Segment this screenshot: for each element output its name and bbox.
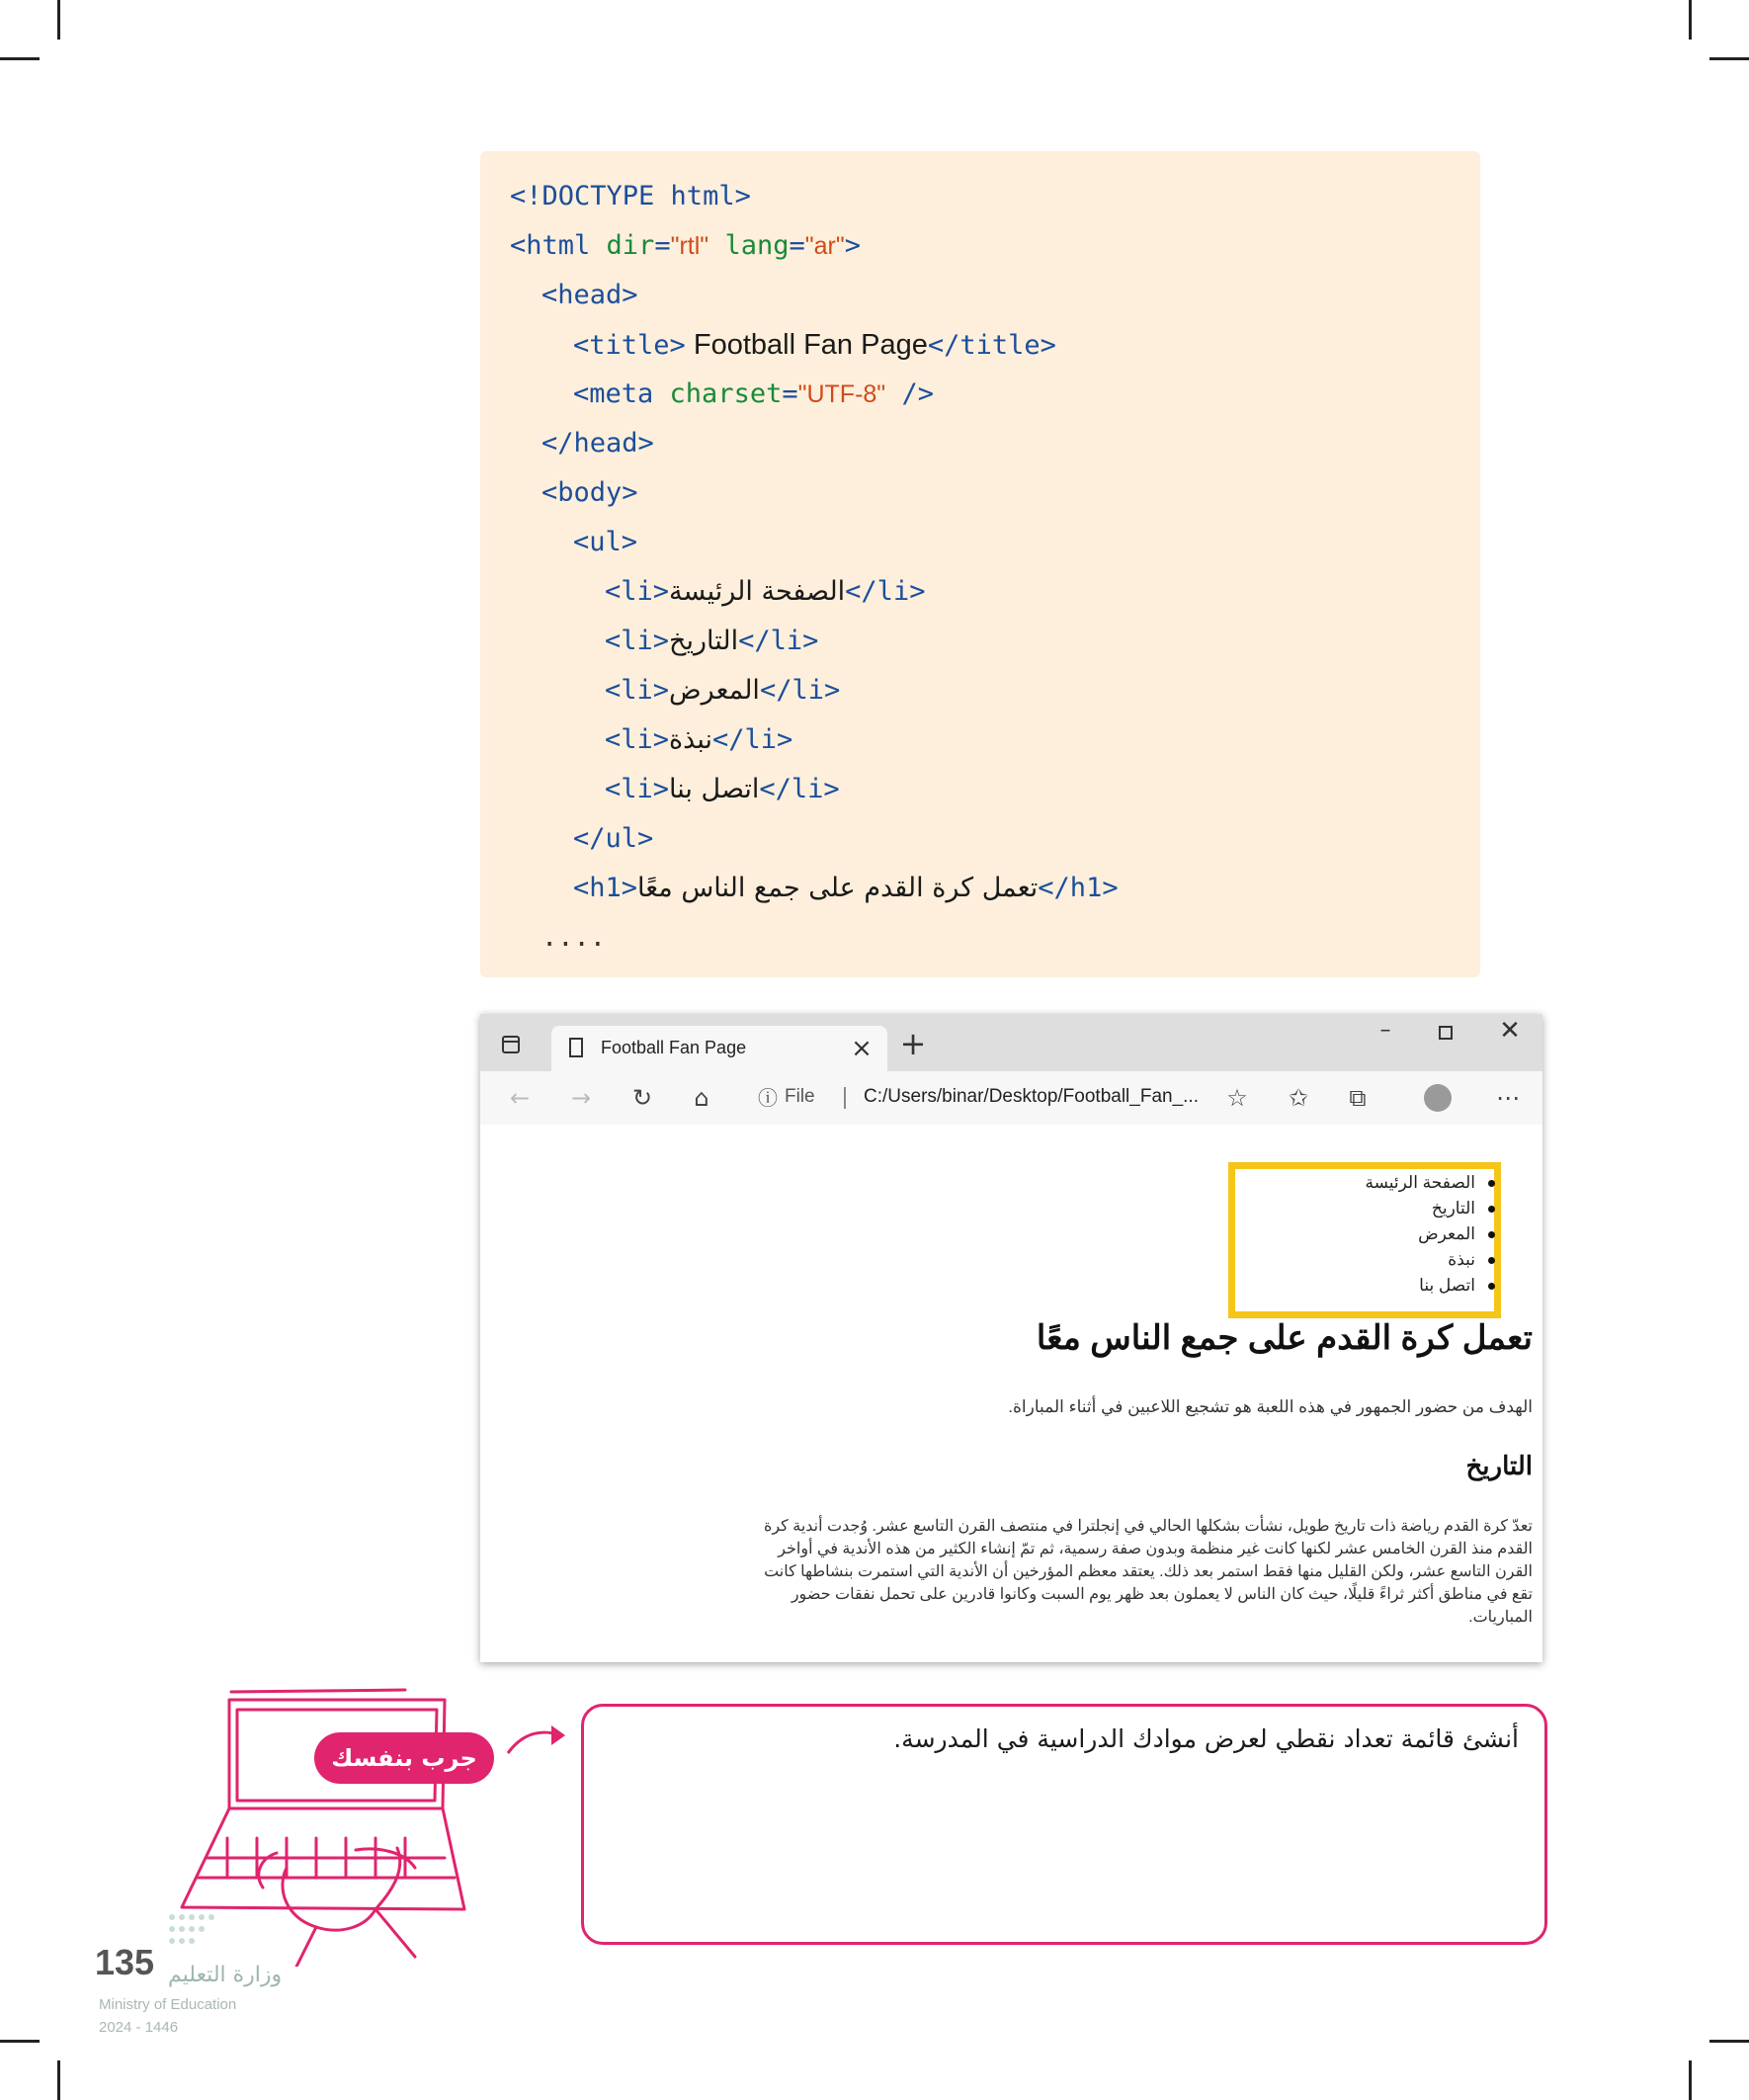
head-open-token: <head>: [541, 280, 638, 310]
li-text: نبذة: [669, 724, 713, 755]
ellipsis: ....: [541, 922, 607, 953]
title-text: Football Fan Page: [685, 329, 928, 361]
list-item: اتصل بنا: [1366, 1273, 1499, 1299]
page-viewport: [480, 1125, 1542, 1662]
close-tab-icon[interactable]: ×: [851, 1034, 873, 1063]
back-icon[interactable]: ←: [509, 1084, 531, 1112]
history-paragraph: تعدّ كرة القدم رياضة ذات تاريخ طويل، نشأت بشكلها الحالي في إنجلترا في منتصف القرن التاسع عشر. وُجدت أندية كرة القدم منذ القرن الخامس عشر لكنها كانت غير منظمة وبدون صفة رسمية، ثم تمّ إنشاء الكثير من هذه الأندية في أواخر القرن التاسع عشر، ولكن القليل منها فقط استمر بعد ذلك. يعتقد معظم المؤرخين أن الأندية التي استمرت بنشاطها كانت تقع في مناطق أكثر ثراءً قليلًا، حيث كان الناس لا يعملون بعد ظهر يوم السبت وكانوا قادرين على تحمل نفقات حضور المباريات.: [763, 1518, 1533, 1626]
html-open-token: <html: [510, 230, 591, 261]
h1-text: تعمل كرة القدم على جمع الناس معًا: [637, 873, 1039, 903]
list-item: الصفحة الرئيسة: [1366, 1170, 1499, 1196]
code-line-title: [573, 322, 1056, 368]
charset-value: "UTF-8": [797, 380, 886, 408]
meta-close-token: />: [885, 378, 934, 409]
info-icon: ⓘ: [758, 1086, 778, 1110]
li-text: الصفحة الرئيسة: [669, 576, 846, 607]
title-bar: [480, 1014, 1542, 1071]
code-line-li: [605, 668, 840, 714]
ul-close-token: </ul>: [573, 823, 654, 854]
li-open-token: <li>: [605, 774, 670, 804]
crop-mark: [0, 57, 40, 60]
code-line-li: [605, 619, 818, 664]
code-line-li: [605, 569, 925, 615]
title-open-token: <title>: [573, 330, 686, 361]
code-line-li: [605, 767, 840, 812]
li-open-token: <li>: [605, 576, 670, 607]
li-close-token: </li>: [712, 724, 793, 755]
address-scheme: File: [785, 1086, 815, 1107]
close-window-icon[interactable]: ✕: [1499, 1016, 1521, 1046]
li-text: المعرض: [669, 675, 760, 706]
exercise-instruction: أنشئ قائمة تعداد نقطي لعرض موادك الدراسية في المدرسة.: [893, 1724, 1519, 1753]
li-close-token: </li>: [759, 774, 840, 804]
browser-tab[interactable]: [551, 1026, 887, 1071]
collections-icon[interactable]: ⧉: [1349, 1084, 1367, 1112]
crop-mark: [1689, 0, 1692, 40]
li-open-token: <li>: [605, 675, 670, 706]
page-heading: تعمل كرة القدم على جمع الناس معًا: [1036, 1319, 1533, 1357]
li-close-token: </li>: [845, 576, 926, 607]
section-title: التاريخ: [1465, 1451, 1533, 1480]
dir-attr: dir: [606, 230, 655, 261]
page-number: 135: [95, 1942, 155, 1982]
tab-title: Football Fan Page: [601, 1038, 747, 1057]
crop-mark: [57, 2060, 60, 2100]
laptop-typing-illustration: [168, 1680, 484, 1967]
minimize-icon[interactable]: –: [1379, 1018, 1391, 1043]
crop-mark: [57, 0, 60, 40]
address-url[interactable]: C:/Users/binar/Desktop/Football_Fan_...: [864, 1086, 1199, 1107]
add-favorite-icon[interactable]: ☆: [1226, 1084, 1248, 1112]
list-item: التاريخ: [1366, 1196, 1499, 1221]
exercise-box[interactable]: [581, 1704, 1547, 1945]
browser-toolbar: [480, 1071, 1542, 1126]
crop-mark: [1709, 57, 1749, 60]
li-text: اتصل بنا: [669, 774, 760, 804]
crop-mark: [1709, 2040, 1749, 2043]
li-open-token: <li>: [605, 724, 670, 755]
li-text: التاريخ: [669, 626, 739, 656]
html-close-bracket: >: [844, 230, 861, 261]
code-line-ul-open: [573, 520, 637, 565]
code-line-meta: <meta charset="UTF-8" />: [573, 378, 934, 409]
li-close-token: </li>: [759, 675, 841, 706]
address-divider: [844, 1087, 846, 1109]
profile-avatar[interactable]: [1424, 1084, 1452, 1112]
code-line-html: <html dir="rtl" lang="ar">: [510, 230, 861, 261]
refresh-icon[interactable]: ↻: [631, 1084, 653, 1112]
code-line-body-open: [541, 470, 638, 516]
edition-year: 2024 - 1446: [99, 2019, 179, 2036]
try-yourself-badge: جرب بنفسك: [314, 1732, 494, 1784]
lead-paragraph: الهدف من حضور الجمهور في هذه اللعبة هو تشجيع اللاعبين في أثناء المباراة.: [1008, 1397, 1533, 1416]
head-close-token: </head>: [541, 428, 654, 459]
code-line-head-close: [541, 421, 654, 466]
ul-open-token: <ul>: [573, 527, 638, 557]
li-open-token: <li>: [605, 626, 670, 656]
home-icon[interactable]: ⌂: [694, 1084, 709, 1112]
meta-open-token: <meta: [573, 378, 654, 409]
body-open-token: <body>: [541, 477, 638, 508]
code-line-doctype: [510, 174, 751, 219]
code-block: [480, 151, 1480, 977]
lang-value: "ar": [804, 232, 845, 260]
new-tab-icon[interactable]: +: [899, 1025, 927, 1062]
list-item: نبذة: [1366, 1247, 1499, 1273]
code-line-head-open: [541, 273, 638, 318]
list-item: المعرض: [1366, 1221, 1499, 1247]
ministry-name-en: Ministry of Education: [99, 1996, 237, 2013]
maximize-icon[interactable]: [1439, 1026, 1453, 1040]
dir-value: "rtl": [670, 232, 709, 260]
code-line-ellipsis: [541, 915, 606, 961]
favorites-icon[interactable]: ✩: [1288, 1084, 1309, 1112]
code-line-li: [605, 717, 792, 763]
ministry-name-ar: وزارة التعليم: [168, 1963, 283, 1987]
h1-open-token: <h1>: [573, 873, 638, 903]
lang-attr: lang: [724, 230, 790, 261]
crop-mark: [1689, 2060, 1692, 2100]
arrow-icon: [504, 1722, 571, 1761]
title-close-token: </title>: [927, 330, 1056, 361]
h1-close-token: </h1>: [1038, 873, 1119, 903]
charset-attr: charset: [669, 378, 783, 409]
page-icon: [569, 1038, 583, 1057]
tab-actions-icon[interactable]: [502, 1036, 520, 1053]
doctype-token: <!DOCTYPE html>: [510, 181, 751, 211]
more-icon[interactable]: ⋯: [1496, 1084, 1520, 1112]
forward-icon[interactable]: →: [570, 1084, 592, 1112]
browser-window: [480, 1014, 1542, 1662]
li-close-token: </li>: [738, 626, 819, 656]
code-line-h1: [573, 866, 1119, 911]
crop-mark: [0, 2040, 40, 2043]
nav-list: [1366, 1170, 1499, 1299]
code-line-ul-close: [573, 816, 653, 862]
